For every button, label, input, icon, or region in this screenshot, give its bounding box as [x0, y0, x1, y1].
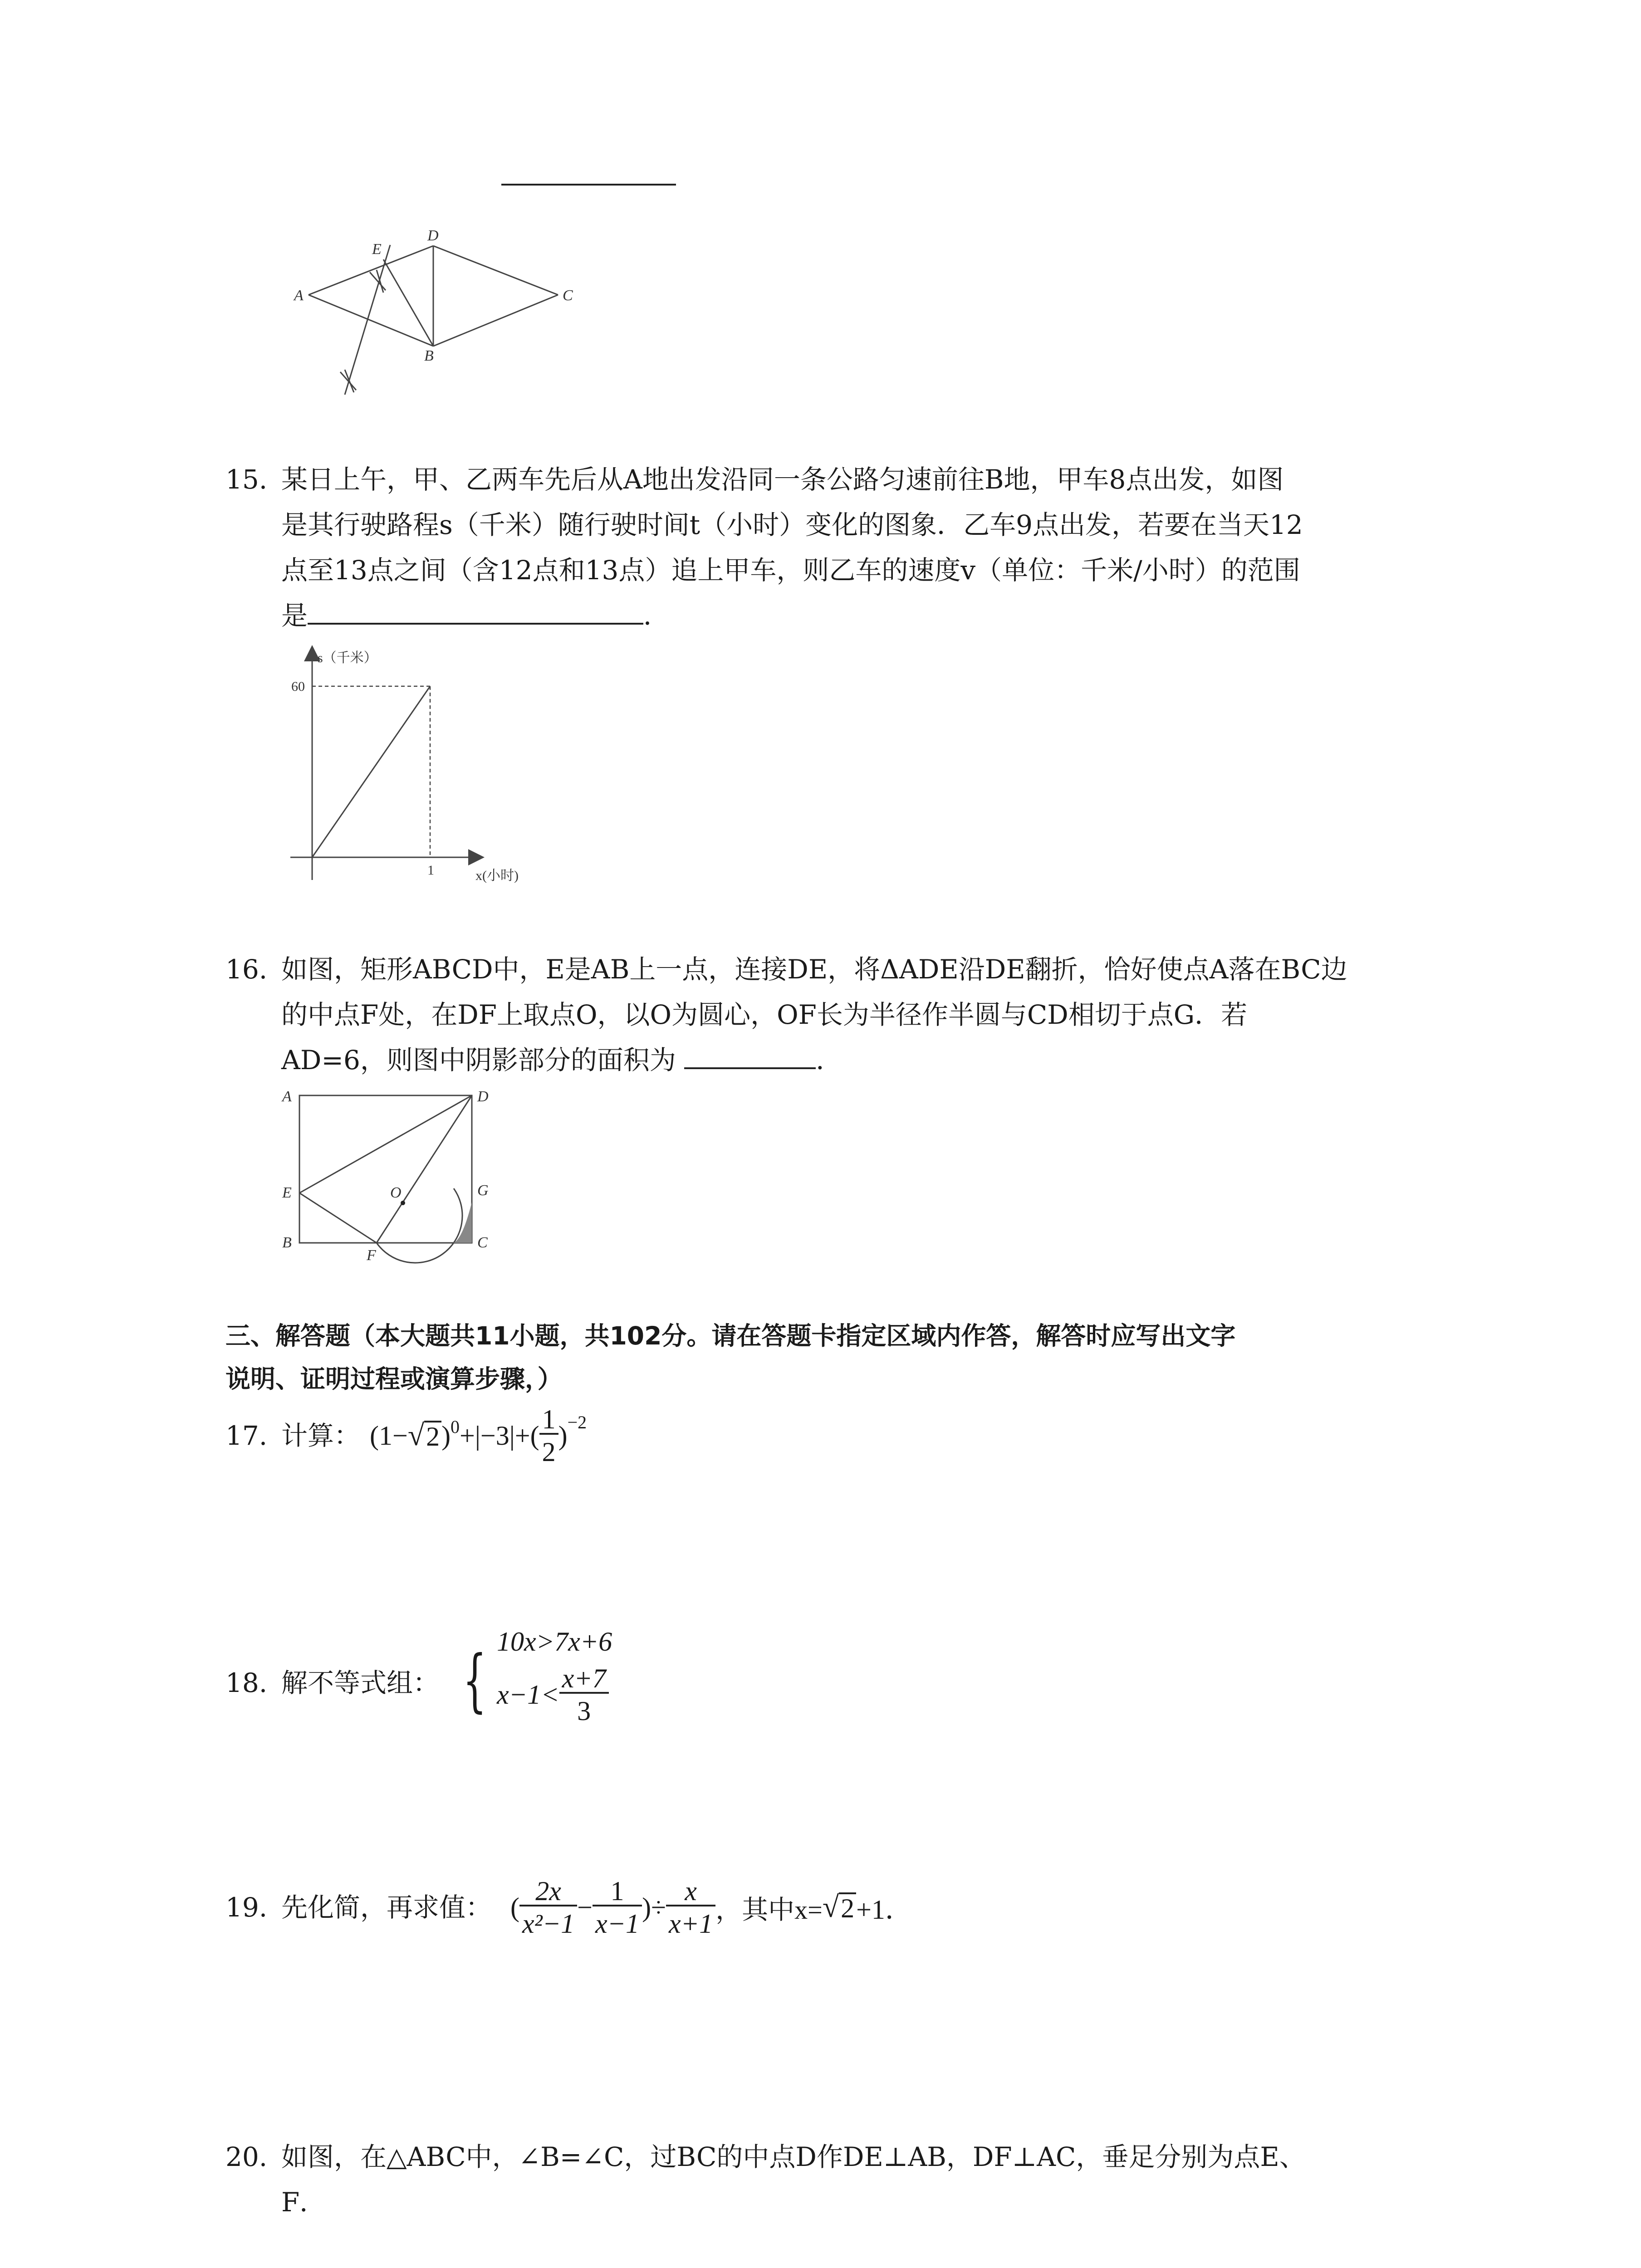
q16-line-3-suffix: ． — [816, 1045, 843, 1075]
q16-line-3-prefix: AD=6，则图中阴影部分的面积为 — [281, 1045, 676, 1075]
q19-f1-num: 2x — [519, 1877, 577, 1906]
q17-expr-b: ) — [441, 1420, 451, 1451]
q16-line-3 — [281, 1037, 842, 1083]
q19-f1-den: x²−1 — [522, 1909, 575, 1939]
segment-ED — [299, 1095, 472, 1193]
q17-sqrt: 2 — [424, 1421, 441, 1451]
q19-label: 先化简，再求值： — [281, 1892, 492, 1923]
segment-AD — [309, 246, 433, 295]
q15-line-1: 某日上午，甲、乙两车先后从A地出发沿同一条公路匀速前往B地，甲车8点出发，如图 — [281, 464, 1284, 495]
q19-sqrt: 2 — [839, 1892, 856, 1923]
q17-expr-c: +|−3|+( — [460, 1420, 539, 1451]
q19-tail-b: +1． — [856, 1895, 912, 1925]
segment-EF — [299, 1193, 377, 1243]
q19-open-paren: ( — [510, 1892, 519, 1922]
q17-expr-a: (1− — [370, 1420, 408, 1451]
q19-minus: − — [577, 1892, 593, 1922]
segment-DF — [377, 1095, 472, 1243]
q18-number: 18. — [225, 1667, 268, 1698]
rectangle-ABCD — [299, 1095, 472, 1243]
shaded-region — [454, 1202, 472, 1243]
q15-line-2: 是其行驶路程s（千米）随行驶时间t（小时）变化的图象．乙车9点出发，若要在当天12 — [281, 509, 1303, 540]
q19-fraction-2 — [593, 1877, 642, 1937]
x-tick-label: 1 — [427, 863, 434, 878]
q19-close-divide: )÷ — [642, 1892, 666, 1922]
figure-15-distance-time-chart — [272, 644, 590, 898]
q15-line-3: 点至13点之间（含12点和13点）追上甲车，则乙车的速度v（单位：千米/小时）的范围 — [281, 555, 1300, 586]
q17-exp-neg2: −2 — [567, 1412, 587, 1432]
q18-brace: { — [463, 1641, 487, 1720]
label-D: D — [477, 1088, 489, 1105]
q17-label: 计算： — [281, 1420, 361, 1451]
arc-mark-2a — [340, 372, 356, 390]
q19-expression: ( $\frac{2x}{\text{x²−1}}$ − $\frac{1}{x-1}$ )÷ $\frac{x}{x+1}$ ，其中x= √ 2 +1． — [510, 1876, 912, 1939]
segment-EB — [383, 259, 433, 346]
q14-answer-blank — [501, 184, 676, 186]
center-O — [401, 1201, 405, 1205]
q19-fraction-1 — [519, 1877, 577, 1937]
q15-number: 15. — [225, 464, 268, 495]
q18-fraction — [559, 1665, 609, 1725]
segment-AB — [309, 295, 433, 346]
q19-fraction-3 — [666, 1877, 715, 1937]
label-G: G — [477, 1182, 489, 1199]
q18-frac-num: x+7 — [559, 1665, 609, 1694]
figure-16-rectangle — [272, 1084, 526, 1266]
q16-line-1: 如图，矩形ABCD中，E是AB上一点，连接DE，将ΔADE沿DE翻折，恰好使点A落在BC边 — [281, 954, 1347, 985]
q18-label: 解不等式组： — [281, 1667, 440, 1698]
q20-line-2: F． — [281, 2187, 326, 2218]
q16-answer-blank — [684, 1039, 816, 1069]
q20-number: 20. — [225, 2141, 268, 2172]
q17-exp-0: 0 — [451, 1416, 460, 1437]
y-tick-label: 60 — [291, 679, 305, 694]
q18-inequality-2 — [497, 1665, 609, 1725]
series-line — [312, 686, 430, 857]
label-B: B — [282, 1234, 292, 1251]
q15-line-4-suffix: ． — [643, 600, 670, 631]
y-axis-label: s（千米） — [318, 650, 377, 665]
q19-number: 19. — [225, 1892, 268, 1923]
q18-ineq2-lhs: x−1< — [497, 1679, 559, 1710]
q16-number: 16. — [225, 954, 268, 985]
label-E: E — [282, 1184, 292, 1201]
q19-f3-den: x+1 — [668, 1909, 713, 1939]
segment-BC — [433, 295, 558, 346]
label-E: E — [372, 241, 382, 258]
label-D: D — [427, 227, 439, 244]
section-3-heading-line-2: 说明、证明过程或演算步骤，） — [225, 1364, 563, 1393]
q17-expr-d: ) — [558, 1420, 568, 1451]
q18-inequality-1: 10x>7x+6 — [497, 1627, 612, 1657]
figure-14-rhombus — [281, 218, 590, 399]
section-3-heading-line-1: 三、解答题（本大题共11小题，共102分。请在答题卡指定区域内作答，解答时应写出文字 — [225, 1321, 1236, 1350]
x-axis-label: x(小时) — [475, 868, 519, 883]
label-O: O — [390, 1184, 402, 1201]
label-F: F — [367, 1247, 376, 1264]
label-A: A — [282, 1088, 292, 1105]
label-C: C — [477, 1234, 488, 1251]
label-B: B — [424, 347, 434, 364]
q17-frac-num: 1 — [539, 1406, 558, 1435]
q19-f3-num: x — [666, 1877, 715, 1906]
q15-line-4-prefix: 是 — [281, 600, 308, 631]
semicircle — [377, 1188, 462, 1263]
q19-f2-num: 1 — [593, 1877, 642, 1906]
q15-answer-blank — [308, 595, 643, 625]
label-C: C — [563, 287, 573, 304]
perpendicular-bisector — [345, 245, 390, 395]
q17-expression: (1− √ 2 ) $^0$ +|−3|+( $\frac{1}{2}$ ) $^{-2}$ — [370, 1404, 587, 1467]
q19-f2-den: x−1 — [595, 1909, 640, 1939]
q17-frac-den: 2 — [542, 1437, 556, 1467]
label-A: A — [294, 287, 304, 304]
q17-fraction — [539, 1406, 558, 1466]
segment-DC — [433, 246, 558, 295]
q18-frac-den: 3 — [577, 1696, 591, 1726]
q19-tail-a: ，其中x= — [715, 1895, 823, 1925]
q15-line-4 — [281, 593, 670, 638]
q16-line-2: 的中点F处，在DF上取点O，以O为圆心，OF长为半径作半圆与CD相切于点G．若 — [281, 999, 1248, 1030]
q20-line-1: 如图，在△ABC中，∠B=∠C，过BC的中点D作DE⊥AB，DF⊥AC，垂足分别为点E、 — [281, 2141, 1306, 2172]
q17-number: 17. — [225, 1420, 268, 1451]
